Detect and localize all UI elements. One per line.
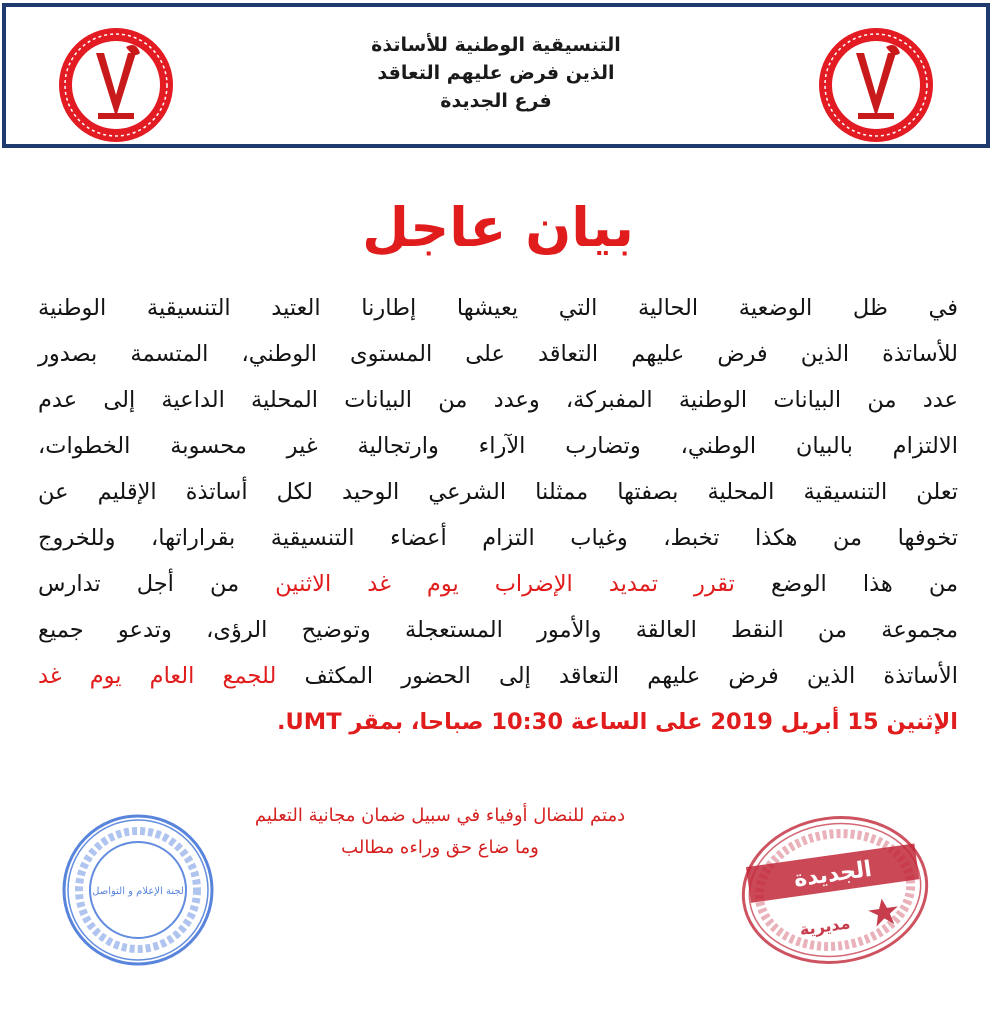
closing-line-1: دمتم للنضال أوفياء في سبيل ضمان مجانية التعليم [254, 805, 626, 826]
red-circular-stamp-icon [730, 805, 940, 975]
body-line: الالتزام بالبيان الوطني، وتضارب الآراء وارتجالية غير محسوبة الخطوات، [38, 433, 958, 459]
letterhead [2, 3, 990, 148]
stamp-bottom-text: مديرية [798, 913, 852, 940]
stamp-center-text: لجنة الإعلام و التواصل [92, 886, 184, 897]
blue-circular-stamp-icon [58, 810, 218, 970]
closing-line-2: وما ضاع حق وراءه مطالب [341, 837, 539, 858]
body-line: عدد من البيانات الوطنية المفبركة، وعدد من البيانات المحلية الداعية إلى عدم [38, 387, 958, 413]
body-text: من أجل تدارس [38, 571, 276, 597]
body-text: من هذا الوضع [734, 571, 958, 597]
meeting-date-line: الإثنين 15 أبريل 2019 على الساعة 10:30 صباحا، بمقر UMT. [276, 709, 958, 735]
body-line: للأساتذة الذين فرض عليهم التعاقد على المستوى الوطني، المتسمة بصدور [38, 341, 958, 367]
document-title: بيان عاجل [362, 196, 634, 259]
header-line-3: فرع الجديدة [440, 90, 552, 112]
general-assembly-highlight: للجمع العام يوم غد [38, 663, 277, 689]
body-line [38, 561, 958, 607]
body-line [38, 653, 958, 699]
closing-motto [200, 800, 680, 864]
la-hand-logo-icon [56, 25, 176, 145]
letterhead-text [206, 31, 786, 115]
body-line: في ظل الوضعية الحالية التي يعيشها إطارنا العتيد التنسيقية الوطنية [38, 295, 958, 321]
body-text: الأساتذة الذين فرض عليهم التعاقد إلى الحضور المكثف [276, 663, 958, 689]
header-line-1: التنسيقية الوطنية للأساتذة [371, 34, 621, 56]
la-hand-logo-icon [816, 25, 936, 145]
statement-body [38, 285, 958, 745]
header-line-2: الذين فرض عليهم التعاقد [377, 62, 615, 84]
body-line: تخوفها من هكذا تخبط، وغياب التزام أعضاء التنسيقية بقراراتها، وللخروج [38, 525, 958, 551]
body-line: تعلن التنسيقية المحلية بصفتها ممثلنا الشرعي الوحيد لكل أساتذة الإقليم عن [38, 479, 958, 505]
stamp-band-text: الجديدة [792, 856, 874, 893]
strike-extension-highlight: تقرر تمديد الإضراب يوم غد الاثنين [275, 571, 735, 597]
body-line: مجموعة من النقط العالقة والأمور المستعجلة وتوضيح الرؤى، وتدعو جميع [38, 617, 958, 643]
